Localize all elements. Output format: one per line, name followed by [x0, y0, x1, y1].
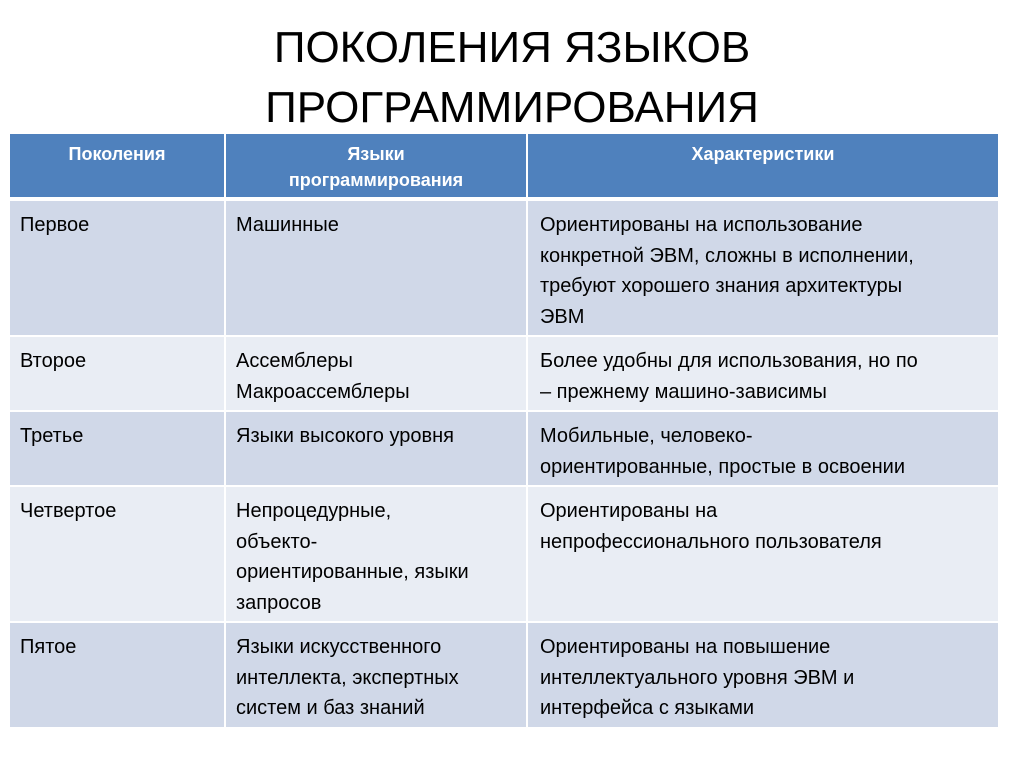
cell-characteristics [528, 487, 998, 623]
header-characteristics-label: Характеристики [691, 144, 835, 164]
cell-line: конкретной ЭВМ, сложны в исполнении, [540, 244, 914, 267]
cell-line: Более удобны для использования, но по [540, 350, 918, 372]
table-header-row [10, 134, 998, 201]
table-row [10, 201, 998, 337]
cell-line: запросов [236, 591, 322, 614]
cell-line: ориентированные, простые в освоении [540, 455, 906, 478]
cell-line: систем и баз знаний [236, 697, 425, 719]
cell-line: интеллекта, экспертных [236, 666, 459, 689]
cell-line: Машинные [236, 214, 339, 236]
cell-line: Ассемблеры [236, 350, 353, 372]
cell-line: непрофессионального пользователя [540, 530, 882, 553]
cell-line: Непроцедурные, [236, 500, 392, 522]
cell-characteristics [528, 201, 998, 337]
table-row [10, 337, 998, 412]
cell-text: Первое [20, 214, 90, 236]
cell-languages [226, 337, 528, 412]
slide-title-line-1: ПОКОЛЕНИЯ ЯЗЫКОВ [273, 23, 751, 72]
cell-line: объекто- [236, 530, 318, 553]
cell-generation [10, 201, 226, 337]
table-row [10, 412, 998, 487]
table-row [10, 487, 998, 623]
cell-text: Второе [20, 350, 87, 372]
cell-line: Языки высокого уровня [236, 425, 454, 447]
cell-generation [10, 487, 226, 623]
cell-line: Макроассемблеры [236, 380, 410, 403]
header-languages-label-line-2: программирования [288, 170, 464, 190]
cell-languages [226, 412, 528, 487]
slide-title [0, 18, 1024, 138]
cell-languages [226, 201, 528, 337]
cell-line: Ориентированы на использование [540, 214, 863, 236]
header-languages [226, 134, 528, 201]
slide-title-line-2: ПРОГРАММИРОВАНИЯ [265, 83, 759, 132]
header-generation [10, 134, 226, 201]
cell-line: ЭВМ [540, 305, 585, 328]
cell-line: Языки искусственного [236, 636, 442, 658]
cell-languages [226, 623, 528, 729]
cell-characteristics [528, 623, 998, 729]
cell-text: Четвертое [20, 500, 117, 522]
header-characteristics [528, 134, 998, 201]
cell-characteristics [528, 412, 998, 487]
cell-text: Третье [20, 425, 84, 447]
header-languages-label-line-1: Языки [347, 144, 405, 164]
cell-line: Мобильные, человеко- [540, 425, 753, 447]
cell-line: интерфейса с языками [540, 697, 754, 719]
cell-line: Ориентированы на повышение [540, 636, 831, 658]
cell-languages [226, 487, 528, 623]
header-generation-label: Поколения [68, 144, 166, 164]
cell-line: Ориентированы на [540, 500, 718, 522]
cell-line: интеллектуального уровня ЭВМ и [540, 666, 855, 689]
cell-text: Пятое [20, 636, 77, 658]
cell-line: – прежнему машино-зависимы [540, 380, 827, 403]
cell-characteristics [528, 337, 998, 412]
cell-generation [10, 412, 226, 487]
cell-line: ориентированные, языки [236, 561, 469, 583]
cell-line: требуют хорошего знания архитектуры [540, 275, 903, 297]
table-row [10, 623, 998, 729]
cell-generation [10, 623, 226, 729]
cell-generation [10, 337, 226, 412]
generations-table [10, 134, 998, 729]
